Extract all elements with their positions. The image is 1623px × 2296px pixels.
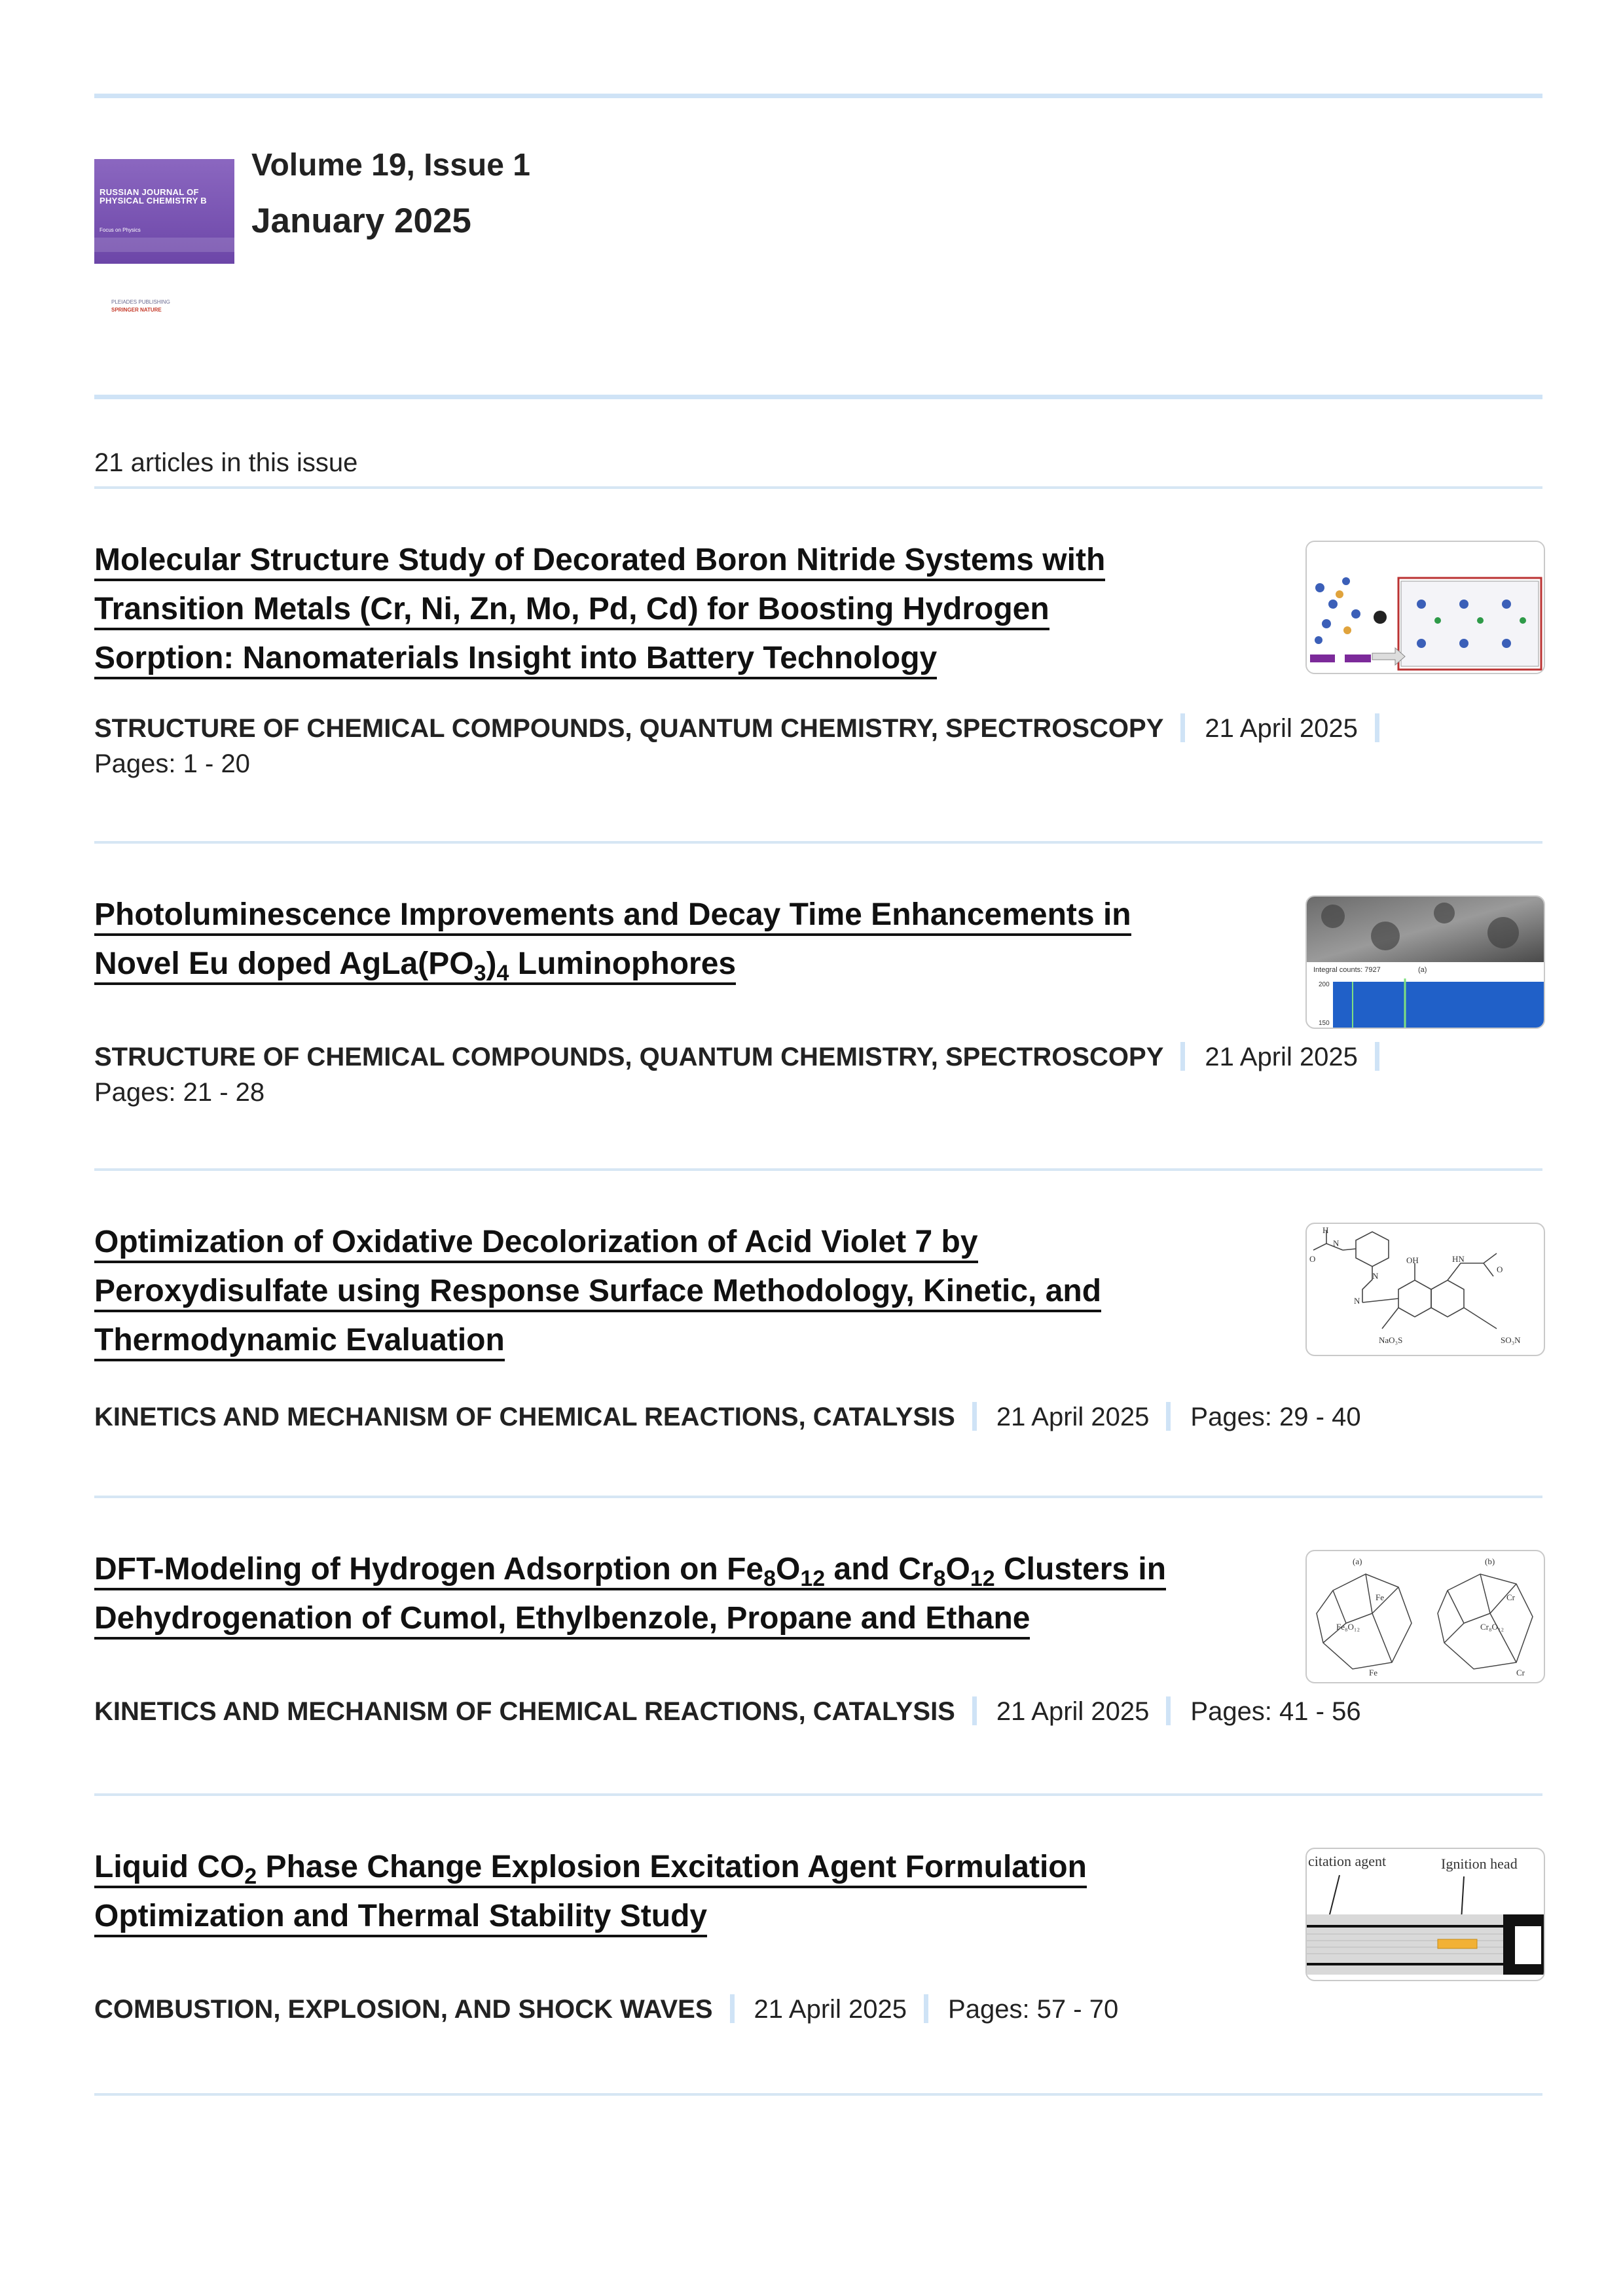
molecular-structure-figure	[1307, 542, 1544, 673]
thumb-label: O	[1309, 1254, 1316, 1264]
article-title	[94, 535, 1253, 683]
article-pages: Pages: 57 - 70	[948, 1995, 1119, 2024]
thumb-label: Cr₈O₁₂	[1480, 1622, 1504, 1632]
article-thumbnail[interactable]	[1305, 1223, 1545, 1356]
article-pages: Pages: 29 - 40	[1190, 1403, 1361, 1431]
article-title-link[interactable]: DFT-Modeling of Hydrogen Adsorption on $Fe_8O_{12}$ and $Cr_8O_{12}$ Clusters in	[94, 1552, 1167, 1591]
article-category[interactable]: COMBUSTION, EXPLOSION, AND SHOCK WAVES	[94, 1995, 713, 2024]
article-pages: Pages: 41 - 56	[1190, 1697, 1361, 1726]
list-divider	[94, 486, 1542, 489]
cover-band	[94, 238, 234, 252]
thumb-label: 200	[1319, 981, 1330, 988]
cover-title: RUSSIAN JOURNAL OF PHYSICAL CHEMISTRY B	[100, 187, 207, 206]
thumb-label: Fe	[1376, 1592, 1384, 1602]
article-title-link[interactable]: Optimization of Oxidative Decolorization of Acid Violet 7 by	[94, 1225, 978, 1263]
article-meta	[94, 1992, 1542, 2027]
article-category[interactable]: STRUCTURE OF CHEMICAL COMPOUNDS, QUANTUM CHEMISTRY, SPECTROSCOPY	[94, 714, 1164, 743]
cover-publisher	[111, 298, 170, 314]
article-title-link[interactable]: Novel Eu doped $AgLa(PO_3)_4$ Luminophores	[94, 946, 737, 986]
meta-separator	[1180, 1042, 1185, 1071]
article-divider	[94, 841, 1542, 844]
thumb-label: NaO₃S	[1379, 1335, 1403, 1345]
article-title	[94, 1842, 1253, 1941]
thumb-label: SO₃N	[1501, 1335, 1521, 1345]
thumb-label: N	[1333, 1238, 1340, 1248]
thumb-label: Fe₈O₁₂	[1336, 1622, 1360, 1632]
meta-separator	[1180, 713, 1185, 742]
chemical-structure-figure	[1307, 1224, 1544, 1355]
article-category[interactable]: KINETICS AND MECHANISM OF CHEMICAL REACTIONS, CATALYSIS	[94, 1697, 955, 1726]
thumb-label: H	[1322, 1225, 1329, 1235]
article-thumbnail[interactable]	[1305, 1550, 1545, 1683]
article-date: 21 April 2025	[754, 1995, 907, 2024]
header-divider	[94, 395, 1542, 399]
article-title-link[interactable]: Sorption: Nanomaterials Insight into Battery Technology	[94, 641, 937, 679]
meta-separator	[1166, 1402, 1171, 1431]
article-title	[94, 1545, 1253, 1643]
meta-separator	[972, 1696, 977, 1725]
thumb-label: Cr	[1506, 1592, 1515, 1602]
publisher-line-2: SPRINGER NATURE	[111, 307, 162, 313]
micrograph-spectrum-figure	[1307, 897, 1544, 1028]
thumb-label: Cr	[1516, 1668, 1525, 1677]
article-thumbnail[interactable]	[1305, 541, 1545, 674]
thumb-label: Integral counts: 7927	[1313, 966, 1381, 974]
meta-separator	[730, 1994, 735, 2023]
thumb-label: O	[1497, 1265, 1503, 1274]
meta-separator	[1375, 1042, 1379, 1071]
meta-separator	[1375, 713, 1379, 742]
thumb-label: N	[1354, 1296, 1360, 1306]
article-title-link[interactable]: Dehydrogenation of Cumol, Ethylbenzole, Propane and Ethane	[94, 1601, 1030, 1640]
explosion-tube-figure	[1307, 1849, 1544, 1980]
article-meta	[94, 1039, 1542, 1110]
article-date: 21 April 2025	[996, 1697, 1150, 1726]
article-divider	[94, 2093, 1542, 2096]
article-title-link[interactable]: Thermodynamic Evaluation	[94, 1323, 505, 1361]
issue-volume: Volume 19, Issue 1	[251, 148, 530, 183]
article-count: 21 articles in this issue	[94, 448, 358, 477]
cover-subtitle: Focus on Physics	[100, 227, 141, 233]
thumb-label: Ignition head	[1441, 1856, 1518, 1872]
article-title-link[interactable]: Optimization and Thermal Stability Study	[94, 1899, 707, 1937]
article-meta	[94, 711, 1542, 781]
article-date: 21 April 2025	[1205, 714, 1358, 743]
article-pages: Pages: 1 - 20	[94, 749, 250, 778]
article-divider	[94, 1793, 1542, 1796]
thumb-label: Fe	[1369, 1668, 1377, 1677]
meta-separator	[972, 1402, 977, 1431]
article-category[interactable]: KINETICS AND MECHANISM OF CHEMICAL REACTIONS, CATALYSIS	[94, 1403, 955, 1431]
article-divider	[94, 1168, 1542, 1171]
meta-separator	[1166, 1696, 1171, 1725]
article-title	[94, 1217, 1253, 1365]
article-meta	[94, 1399, 1542, 1435]
article-category[interactable]: STRUCTURE OF CHEMICAL COMPOUNDS, QUANTUM CHEMISTRY, SPECTROSCOPY	[94, 1043, 1164, 1071]
article-title-link[interactable]: Transition Metals (Cr, Ni, Zn, Mo, Pd, Cd) for Boosting Hydrogen	[94, 592, 1049, 630]
publisher-line-1: PLEIADES PUBLISHING	[111, 299, 170, 305]
article-title-link[interactable]: Molecular Structure Study of Decorated Boron Nitride Systems with	[94, 543, 1105, 581]
thumb-label: citation agent	[1308, 1853, 1387, 1869]
article-title-link[interactable]: Liquid $CO_2$ Phase Change Explosion Excitation Agent Formulation	[94, 1850, 1087, 1889]
top-divider	[94, 94, 1542, 98]
thumb-label: (b)	[1485, 1556, 1495, 1566]
article-meta	[94, 1694, 1542, 1729]
thumb-label: (a)	[1353, 1556, 1362, 1566]
thumb-label: 150	[1319, 1020, 1330, 1027]
thumb-label: N	[1372, 1271, 1379, 1281]
article-date: 21 April 2025	[996, 1403, 1150, 1431]
cluster-structure-figure	[1307, 1551, 1544, 1682]
article-pages: Pages: 21 - 28	[94, 1078, 265, 1107]
journal-cover-image[interactable]	[94, 159, 234, 264]
thumb-label: (a)	[1418, 966, 1427, 974]
article-title-link[interactable]: Photoluminescence Improvements and Decay Time Enhancements in	[94, 897, 1131, 936]
article-title-link[interactable]: Peroxydisulfate using Response Surface Methodology, Kinetic, and	[94, 1274, 1101, 1312]
article-title	[94, 890, 1253, 988]
article-date: 21 April 2025	[1205, 1043, 1358, 1071]
issue-date: January 2025	[251, 202, 471, 240]
article-thumbnail[interactable]	[1305, 1848, 1545, 1981]
meta-separator	[924, 1994, 928, 2023]
article-divider	[94, 1496, 1542, 1498]
thumb-label: HN	[1452, 1254, 1465, 1264]
thumb-label: OH	[1406, 1255, 1419, 1265]
article-thumbnail[interactable]	[1305, 895, 1545, 1029]
